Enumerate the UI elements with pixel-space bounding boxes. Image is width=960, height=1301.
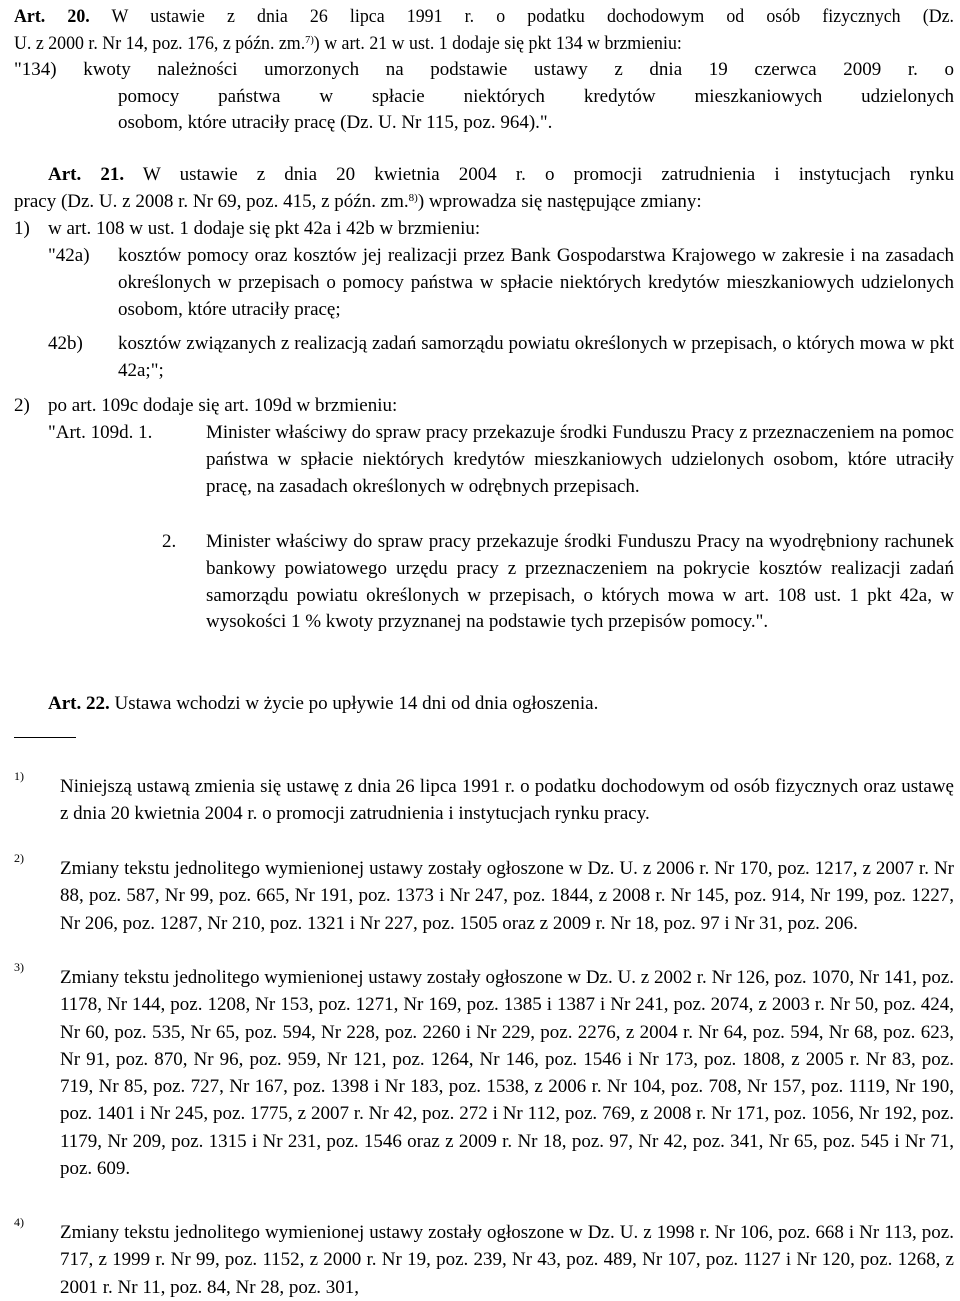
article-21-intro: pracy (Dz. U. z 2008 r. Nr 69, poz. 415, z późn. zm. bbox=[14, 190, 409, 212]
item-number: 1) bbox=[14, 218, 30, 239]
article-22-heading: Art. 22. bbox=[48, 693, 110, 714]
article-20-heading: Art. 20. bbox=[14, 6, 90, 27]
point-label: 42b) bbox=[48, 333, 83, 354]
footnote-mark: 4) bbox=[14, 1215, 24, 1229]
article-20-line: ) w art. 21 w ust. 1 dodaje się pkt 134 w brzmieniu: bbox=[313, 32, 682, 54]
footnote-separator bbox=[14, 737, 76, 738]
footnote-mark: 1) bbox=[14, 769, 24, 783]
article-22-text: Ustawa wchodzi w życie po upływie 14 dni od dnia ogłoszenia. bbox=[114, 693, 599, 714]
point-text: kosztów pomocy oraz kosztów jej realizacji przez Bank Gospodarstwa Krajowego w zakresie i na zasadach określonych w przepisach o pomocy państwa w spłacie niektórych kredytów mieszkaniowych udzielonych osobom, które utraciły pracę; bbox=[118, 245, 954, 320]
article-20-line: U. z 2000 r. Nr 14, poz. 176, z późn. zm. bbox=[14, 32, 306, 54]
article-21-intro: W ustawie z dnia 20 kwietnia 2004 r. o promocji zatrudnienia i instytucjach rynku bbox=[142, 164, 955, 185]
footnote-mark: 3) bbox=[14, 960, 24, 974]
footnote-mark: 2) bbox=[14, 851, 24, 865]
item-number: 2) bbox=[14, 395, 30, 416]
footnote-text: Zmiany tekstu jednolitego wymienionej ustawy zostały ogłoszone w Dz. U. z 1998 r. Nr 106, poz. 668 i Nr 113, poz. 717, z 1999 r. Nr 99, poz. 1152, z 2000 r. Nr 19, poz. 239, Nr 43, poz. 489, Nr 107, poz. 1127 i Nr 120, poz. 1268, z 2001 r. Nr 11, poz. 84, Nr 28, poz. 301, bbox=[60, 1222, 954, 1298]
footnote-text: Niniejszą ustawą zmienia się ustawę z dnia 26 lipca 1991 r. o podatku dochodowym od osób fizycznych oraz ustawę z dnia 20 kwietnia 2004 r. o promocji zatrudnienia i instytucjach rynku pracy. bbox=[60, 776, 954, 825]
article-20-quote-line: pomocy państwa w spłacie niektórych kredytów mieszkaniowych udzielonych bbox=[118, 85, 954, 107]
article-21-heading: Art. 21. bbox=[48, 164, 125, 185]
article-22 bbox=[48, 691, 954, 718]
article-20-quote-line: osobom, które utraciły pracę (Dz. U. Nr 115, poz. 964).". bbox=[118, 112, 553, 133]
item-text: po art. 109c dodaje się art. 109d w brzmieniu: bbox=[48, 395, 398, 416]
article-21-intro: ) wprowadza się następujące zmiany: bbox=[417, 190, 702, 212]
item-text: w art. 108 w ust. 1 dodaje się pkt 42a i 42b w brzmieniu: bbox=[48, 218, 481, 239]
footnote-text: Zmiany tekstu jednolitego wymienionej ustawy zostały ogłoszone w Dz. U. z 2002 r. Nr 126, poz. 1070, Nr 141, poz. 1178, Nr 144, poz. 1208, Nr 153, poz. 1271, Nr 169, poz. 1385 i 1387 i Nr 241, poz. 2074, z 2003 r. Nr 50, poz. 424, Nr 60, poz. 535, Nr 65, poz. 594, Nr 228, poz. 2260 i Nr 229, poz. 2276, z 2004 r. Nr 64, poz. 594, Nr 68, poz. 623, Nr 91, poz. 870, Nr 96, poz. 959, Nr 121, poz. 1264, Nr 146, poz. 1546 i Nr 173, poz. 1808, z 2005 r. Nr 83, poz. 719, Nr 85, poz. 727, Nr 167, poz. 1398 i Nr 183, poz. 1538, z 2006 r. Nr 104, poz. 708, Nr 157, poz. 1119, Nr 190, poz. 1401 i Nr 245, poz. 1775, z 2007 r. Nr 42, poz. 272 i Nr 112, poz. 769, z 2008 r. Nr 171, poz. 1056, Nr 192, poz. 1179, Nr 209, poz. 1315 i Nr 231, poz. 1546 oraz z 2009 r. Nr 18, poz. 97, Nr 42, poz. 341, Nr 65, poz. 545 i Nr 71, poz. 609. bbox=[60, 967, 954, 1180]
footnote-ref-8: 8) bbox=[408, 191, 418, 204]
article-20 bbox=[14, 4, 954, 137]
article-109d-text: Minister właściwy do spraw pracy przekazuje środki Funduszu Pracy z przeznaczeniem na pomoc państwa w spłacie niektórych kredytów mieszkaniowych udzielonych osobom, które utraciły pracę, na zasadach określonych w odrębnych przepisach. bbox=[206, 422, 954, 497]
point-label: "42a) bbox=[48, 245, 90, 266]
point-text: kosztów związanych z realizacją zadań samorządu powiatu określonych w przepisach, o których mowa w pkt 42a;"; bbox=[118, 333, 954, 381]
article-20-quote-line: "134) kwoty należności umorzonych na podstawie ustawy z dnia 19 czerwca 2009 r. o bbox=[14, 59, 954, 80]
footnote-text: Zmiany tekstu jednolitego wymienionej ustawy zostały ogłoszone w Dz. U. z 2006 r. Nr 170, poz. 1217, z 2007 r. Nr 88, poz. 587, Nr 99, poz. 665, Nr 191, poz. 1373 i Nr 247, poz. 1844, z 2008 r. Nr 145, poz. 914, Nr 199, poz. 1227, Nr 206, poz. 1287, Nr 210, poz. 1321 i Nr 227, poz. 1505 oraz z 2009 r. Nr 18, poz. 97 i Nr 31, poz. 206. bbox=[60, 858, 954, 934]
article-20-line: W ustawie z dnia 26 lipca 1991 r. o podatku dochodowym od osób fizycznych (Dz. bbox=[111, 6, 954, 27]
article-21 bbox=[14, 162, 954, 216]
footnote-ref-7: 7) bbox=[305, 33, 314, 46]
article-109d-label: "Art. 109d. 1. bbox=[48, 422, 153, 443]
article-109d-text: Minister właściwy do spraw pracy przekazuje środki Funduszu Pracy na wyodrębniony rachunek bankowy powiatowego urzędu pracy z przeznaczeniem na pokrycie kosztów realizacji zadań samorządu powiatu określonych w przepisach, o których mowa w art. 108 ust. 1 pkt 42a, w wysokości 1 % kwoty przyznanej na podstawie tych przepisów pomocy.". bbox=[206, 531, 954, 633]
paragraph-number: 2. bbox=[162, 531, 177, 552]
